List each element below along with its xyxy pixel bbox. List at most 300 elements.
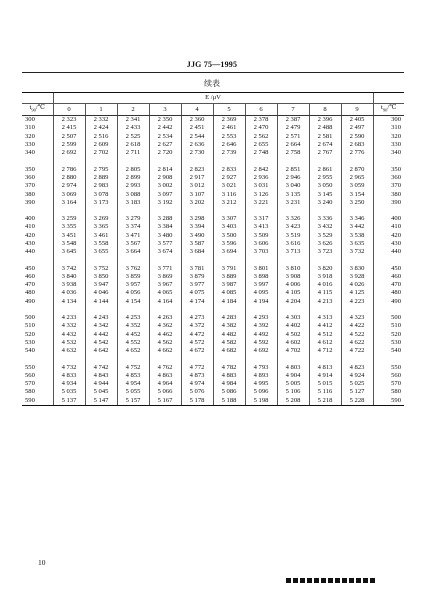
emf-value-cell: 3 635 <box>341 240 373 248</box>
emf-value-cell: 2 776 <box>341 149 373 157</box>
emf-value-cell: 2 851 <box>277 165 309 173</box>
emf-value-cell: 3 078 <box>85 190 117 198</box>
row-temp-right: 390 <box>373 199 404 207</box>
emf-value-cell: 3 957 <box>117 281 149 289</box>
emf-value-cell: 4 893 <box>245 372 277 380</box>
emf-value-cell: 3 040 <box>277 182 309 190</box>
row-temp-right: 500 <box>373 314 404 322</box>
emf-value-cell: 3 810 <box>277 264 309 272</box>
corner-cell <box>22 93 53 104</box>
emf-value-cell: 3 928 <box>341 273 373 281</box>
row-temp-right: 340 <box>373 149 404 157</box>
column-header-2: 2 <box>117 104 149 116</box>
header-rule <box>22 72 404 73</box>
emf-value-cell: 3 031 <box>245 182 277 190</box>
emf-value-cell: 4 793 <box>245 363 277 371</box>
emf-value-cell: 2 387 <box>277 116 309 125</box>
emf-value-cell: 3 231 <box>277 199 309 207</box>
column-header-8: 8 <box>309 104 341 116</box>
emf-value-cell: 2 424 <box>85 124 117 132</box>
emf-value-cell: 2 711 <box>117 149 149 157</box>
table-row <box>22 116 404 125</box>
emf-value-cell: 5 055 <box>117 388 149 396</box>
emf-value-cell: 4 833 <box>53 372 85 380</box>
row-temp-right: 460 <box>373 273 404 281</box>
emf-value-cell: 3 781 <box>181 264 213 272</box>
emf-value-cell: 4 652 <box>117 347 149 355</box>
emf-value-cell: 4 542 <box>85 339 117 347</box>
emf-value-cell: 3 250 <box>341 199 373 207</box>
emf-value-cell: 3 384 <box>149 223 181 231</box>
emf-value-cell: 3 500 <box>213 232 245 240</box>
emf-value-cell: 4 572 <box>181 339 213 347</box>
table-row <box>22 289 404 297</box>
emf-value-cell: 4 213 <box>309 298 341 306</box>
row-temp-right: 450 <box>373 264 404 272</box>
row-temp-right: 540 <box>373 347 404 355</box>
emf-value-cell: 2 451 <box>181 124 213 132</box>
emf-value-cell: 4 075 <box>181 289 213 297</box>
row-temp-right: 580 <box>373 388 404 396</box>
emf-value-cell: 3 164 <box>53 199 85 207</box>
emf-value-cell: 2 767 <box>309 149 341 157</box>
emf-value-cell: 4 323 <box>341 314 373 322</box>
emf-value-cell: 4 462 <box>149 331 181 339</box>
emf-value-cell: 2 479 <box>277 124 309 132</box>
row-temp-right: 570 <box>373 380 404 388</box>
emf-value-cell: 2 946 <box>277 174 309 182</box>
emf-value-cell: 3 567 <box>117 240 149 248</box>
emf-value-cell: 3 050 <box>309 182 341 190</box>
emf-value-cell: 2 433 <box>117 124 149 132</box>
emf-value-cell: 5 096 <box>245 388 277 396</box>
emf-value-cell: 3 097 <box>149 190 181 198</box>
emf-value-cell: 3 713 <box>277 248 309 256</box>
emf-value-cell: 3 997 <box>245 281 277 289</box>
emf-value-cell: 3 645 <box>53 248 85 256</box>
row-temp-right: 440 <box>373 248 404 256</box>
emf-value-cell: 2 618 <box>117 141 149 149</box>
emf-value-cell: 3 703 <box>245 248 277 256</box>
emf-value-cell: 4 026 <box>341 281 373 289</box>
emf-value-cell: 4 552 <box>117 339 149 347</box>
emf-value-cell: 3 987 <box>213 281 245 289</box>
table-row <box>22 223 404 231</box>
table-row <box>22 240 404 248</box>
emf-value-cell: 5 157 <box>117 397 149 406</box>
column-header-row <box>22 104 404 116</box>
column-header-0: 0 <box>53 104 85 116</box>
emf-value-cell: 3 840 <box>53 273 85 281</box>
emf-value-cell: 2 341 <box>117 116 149 125</box>
emf-value-cell: 4 672 <box>181 347 213 355</box>
row-temp-left: 430 <box>25 240 35 247</box>
row-temp-right: 320 <box>373 133 404 141</box>
emf-value-cell: 3 480 <box>149 232 181 240</box>
emf-value-cell: 2 748 <box>245 149 277 157</box>
table-row <box>22 141 404 149</box>
emf-value-cell: 4 283 <box>213 314 245 322</box>
emf-value-cell: 2 488 <box>309 124 341 132</box>
emf-value-cell: 4 823 <box>341 363 373 371</box>
emf-value-cell: 4 863 <box>149 372 181 380</box>
table-row <box>22 298 404 306</box>
emf-value-cell: 3 850 <box>85 273 117 281</box>
emf-value-cell: 4 382 <box>213 322 245 330</box>
row-temp-right: 350 <box>373 165 404 173</box>
emf-unit-label: E /μV <box>53 93 373 104</box>
emf-value-cell: 2 702 <box>85 149 117 157</box>
emf-value-cell: 2 332 <box>85 116 117 125</box>
emf-value-cell: 4 532 <box>53 339 85 347</box>
emf-value-cell: 2 655 <box>245 141 277 149</box>
emf-value-cell: 3 259 <box>53 215 85 223</box>
emf-value-cell: 5 178 <box>181 397 213 406</box>
emf-value-cell: 4 452 <box>117 331 149 339</box>
row-temp-right: 310 <box>373 124 404 132</box>
emf-value-cell: 4 253 <box>117 314 149 322</box>
emf-value-cell: 3 918 <box>309 273 341 281</box>
emf-value-cell: 3 403 <box>213 223 245 231</box>
emf-value-cell: 5 005 <box>277 380 309 388</box>
emf-value-cell: 5 198 <box>245 397 277 406</box>
row-temp-left: 490 <box>25 297 35 305</box>
emf-value-cell: 3 394 <box>181 223 213 231</box>
emf-value-cell: 5 025 <box>341 380 373 388</box>
table-row <box>22 264 404 272</box>
emf-value-cell: 3 529 <box>309 232 341 240</box>
row-temp-right: 530 <box>373 339 404 347</box>
emf-value-cell: 4 134 <box>53 298 85 306</box>
emf-value-cell: 3 298 <box>181 215 213 223</box>
emf-value-cell: 4 273 <box>181 314 213 322</box>
emf-value-cell: 3 126 <box>245 190 277 198</box>
emf-value-cell: 2 786 <box>53 165 85 173</box>
table-row <box>22 232 404 240</box>
emf-value-cell: 3 977 <box>181 281 213 289</box>
row-temp-right: 420 <box>373 232 404 240</box>
emf-value-cell: 4 883 <box>213 372 245 380</box>
emf-value-cell: 4 682 <box>213 347 245 355</box>
emf-value-cell: 3 432 <box>309 223 341 231</box>
row-temp-right: 470 <box>373 281 404 289</box>
row-temp-left: 380 <box>25 190 35 198</box>
emf-value-cell: 2 683 <box>341 141 373 149</box>
emf-value-cell: 3 451 <box>53 232 85 240</box>
row-temp-left: 420 <box>25 231 35 239</box>
row-temp-left: 590 <box>22 397 53 406</box>
emf-value-cell: 4 432 <box>53 331 85 339</box>
emf-value-cell: 4 154 <box>117 298 149 306</box>
emf-value-cell: 2 405 <box>341 116 373 125</box>
emf-value-cell: 2 415 <box>53 124 85 132</box>
emf-value-cell: 2 965 <box>341 174 373 182</box>
emf-value-cell: 4 392 <box>245 322 277 330</box>
emf-value-cell: 2 974 <box>53 182 85 190</box>
emf-value-cell: 2 664 <box>277 141 309 149</box>
emf-value-cell: 3 801 <box>245 264 277 272</box>
emf-value-cell: 4 813 <box>309 363 341 371</box>
emf-value-cell: 2 823 <box>181 165 213 173</box>
emf-value-cell: 4 184 <box>213 298 245 306</box>
emf-value-cell: 2 842 <box>245 165 277 173</box>
group-spacer <box>22 355 404 363</box>
row-temp-right: 360 <box>373 174 404 182</box>
column-header-5: 5 <box>213 104 245 116</box>
page-number: 10 <box>38 558 46 567</box>
emf-value-cell: 2 369 <box>213 116 245 125</box>
emf-value-cell: 3 490 <box>181 232 213 240</box>
row-temp-right: 400 <box>373 215 404 223</box>
column-header-6: 6 <box>245 104 277 116</box>
emf-value-cell: 2 739 <box>213 149 245 157</box>
emf-value-cell: 4 522 <box>341 331 373 339</box>
table-row <box>22 372 404 380</box>
emf-value-cell: 5 086 <box>213 388 245 396</box>
emf-value-cell: 3 288 <box>149 215 181 223</box>
emf-value-cell: 5 147 <box>85 397 117 406</box>
row-temp-left: 540 <box>25 347 35 355</box>
emf-value-cell: 4 422 <box>341 322 373 330</box>
row-temp-left: 560 <box>25 371 35 379</box>
emf-value-cell: 2 646 <box>213 141 245 149</box>
table-row <box>22 322 404 330</box>
page-header: JJG 75—1995 <box>186 60 238 69</box>
table-row <box>22 281 404 289</box>
emf-value-cell: 2 627 <box>149 141 181 149</box>
emf-value-cell: 4 056 <box>117 289 149 297</box>
table-row <box>22 182 404 190</box>
table-row <box>22 133 404 141</box>
emf-value-cell: 2 795 <box>85 165 117 173</box>
emf-value-cell: 4 263 <box>149 314 181 322</box>
emf-value-cell: 4 036 <box>53 289 85 297</box>
table-body <box>22 116 404 406</box>
registration-marks <box>286 578 375 583</box>
emf-value-cell: 5 076 <box>181 388 213 396</box>
emf-value-cell: 4 632 <box>53 347 85 355</box>
emf-value-cell: 2 833 <box>213 165 245 173</box>
emf-value-cell: 4 642 <box>85 347 117 355</box>
emf-value-cell: 5 228 <box>341 397 373 406</box>
emf-value-cell: 2 936 <box>245 174 277 182</box>
emf-value-cell: 2 758 <box>277 149 309 157</box>
emf-value-cell: 4 115 <box>309 289 341 297</box>
emf-value-cell: 3 558 <box>85 240 117 248</box>
row-temp-left: 530 <box>25 338 35 346</box>
row-temp-right: 560 <box>373 372 404 380</box>
emf-value-cell: 3 221 <box>245 199 277 207</box>
row-temp-left: 400 <box>25 215 35 223</box>
emf-value-cell: 2 889 <box>85 174 117 182</box>
emf-value-cell: 2 442 <box>149 124 181 132</box>
emf-value-cell: 4 372 <box>181 322 213 330</box>
emf-value-cell: 4 046 <box>85 289 117 297</box>
emf-value-cell: 3 317 <box>245 215 277 223</box>
emf-value-cell: 3 509 <box>245 232 277 240</box>
emf-value-cell: 3 442 <box>341 223 373 231</box>
emf-value-cell: 3 577 <box>149 240 181 248</box>
row-temp-right: 410 <box>373 223 404 231</box>
table-row <box>22 149 404 157</box>
table-row <box>22 190 404 198</box>
row-temp-left: 390 <box>25 198 35 206</box>
emf-value-cell: 4 065 <box>149 289 181 297</box>
emf-value-cell: 4 702 <box>277 347 309 355</box>
emf-value-cell: 3 461 <box>85 232 117 240</box>
emf-value-cell: 2 880 <box>53 174 85 182</box>
table-row <box>22 124 404 132</box>
emf-value-cell: 4 492 <box>245 331 277 339</box>
row-temp-right: 370 <box>373 182 404 190</box>
emf-value-cell: 4 904 <box>277 372 309 380</box>
emf-value-cell: 3 088 <box>117 190 149 198</box>
row-temp-left: 300 <box>25 116 35 124</box>
emf-value-cell: 2 516 <box>85 133 117 141</box>
emf-value-cell: 4 742 <box>85 363 117 371</box>
emf-value-cell: 3 059 <box>341 182 373 190</box>
row-temp-right: 480 <box>373 289 404 297</box>
emf-value-cell: 4 352 <box>117 322 149 330</box>
emf-value-cell: 2 599 <box>53 141 85 149</box>
row-temp-left: 310 <box>25 124 35 132</box>
emf-value-cell: 2 378 <box>245 116 277 125</box>
emf-value-cell: 4 592 <box>245 339 277 347</box>
emf-value-cell: 3 336 <box>309 215 341 223</box>
emf-value-cell: 3 212 <box>213 199 245 207</box>
row-temp-left: 370 <box>25 182 35 190</box>
row-temp-right: 490 <box>373 298 404 306</box>
emf-value-cell: 4 984 <box>213 380 245 388</box>
emf-value-cell: 2 544 <box>181 133 213 141</box>
emf-value-cell: 3 021 <box>213 182 245 190</box>
emf-value-cell: 4 562 <box>149 339 181 347</box>
row-temp-right: 520 <box>373 331 404 339</box>
emf-value-cell: 4 105 <box>277 289 309 297</box>
emf-value-cell: 3 587 <box>181 240 213 248</box>
emf-value-cell: 4 762 <box>149 363 181 371</box>
emf-value-cell: 3 423 <box>277 223 309 231</box>
emf-value-cell: 4 144 <box>85 298 117 306</box>
emf-value-cell: 3 002 <box>149 182 181 190</box>
table-row <box>22 388 404 396</box>
emf-value-cell: 2 814 <box>149 165 181 173</box>
row-temp-left: 520 <box>25 330 35 338</box>
emf-value-cell: 4 442 <box>85 331 117 339</box>
emf-value-cell: 4 612 <box>309 339 341 347</box>
emf-value-cell: 3 674 <box>149 248 181 256</box>
emf-value-cell: 3 355 <box>53 223 85 231</box>
emf-value-cell: 3 538 <box>341 232 373 240</box>
emf-value-cell: 4 602 <box>277 339 309 347</box>
emf-value-cell: 4 016 <box>309 281 341 289</box>
emf-value-cell: 3 307 <box>213 215 245 223</box>
emf-value-cell: 2 993 <box>117 182 149 190</box>
emf-value-cell: 3 889 <box>213 273 245 281</box>
emf-value-cell: 2 861 <box>309 165 341 173</box>
emf-value-cell: 3 947 <box>85 281 117 289</box>
thermocouple-emf-table <box>22 92 404 406</box>
row-temp-right: 590 <box>373 397 404 406</box>
emf-value-cell: 4 313 <box>309 314 341 322</box>
emf-header-row <box>22 93 404 104</box>
emf-value-cell: 4 303 <box>277 314 309 322</box>
emf-value-cell: 4 722 <box>341 347 373 355</box>
emf-value-cell: 2 571 <box>277 133 309 141</box>
table-row <box>22 331 404 339</box>
emf-value-cell: 3 107 <box>181 190 213 198</box>
row-temp-left: 340 <box>25 149 35 157</box>
emf-value-cell: 3 908 <box>277 273 309 281</box>
emf-value-cell: 4 342 <box>85 322 117 330</box>
table-row <box>22 363 404 371</box>
emf-value-cell: 3 135 <box>277 190 309 198</box>
emf-value-cell: 2 983 <box>85 182 117 190</box>
emf-value-cell: 5 167 <box>149 397 181 406</box>
emf-value-cell: 2 636 <box>181 141 213 149</box>
table-row <box>22 380 404 388</box>
emf-value-cell: 4 095 <box>245 289 277 297</box>
emf-value-cell: 4 223 <box>341 298 373 306</box>
emf-value-cell: 3 413 <box>245 223 277 231</box>
group-spacer <box>22 306 404 314</box>
emf-value-cell: 4 914 <box>309 372 341 380</box>
emf-value-cell: 2 350 <box>149 116 181 125</box>
temp-header-right: $t_{90}/℃$ <box>373 104 404 116</box>
emf-value-cell: 4 293 <box>245 314 277 322</box>
emf-value-cell: 3 596 <box>213 240 245 248</box>
emf-value-cell: 3 626 <box>309 240 341 248</box>
emf-value-cell: 4 944 <box>85 380 117 388</box>
emf-value-cell: 4 482 <box>213 331 245 339</box>
emf-value-cell: 5 127 <box>341 388 373 396</box>
emf-value-cell: 3 519 <box>277 232 309 240</box>
emf-value-cell: 3 820 <box>309 264 341 272</box>
emf-value-cell: 4 843 <box>85 372 117 380</box>
emf-value-cell: 4 732 <box>53 363 85 371</box>
table-row <box>22 273 404 281</box>
emf-value-cell: 2 581 <box>309 133 341 141</box>
emf-value-cell: 4 964 <box>149 380 181 388</box>
emf-value-cell: 3 938 <box>53 281 85 289</box>
row-temp-left: 550 <box>25 363 35 371</box>
row-temp-left: 330 <box>25 141 35 149</box>
table-caption: 续表 <box>204 79 220 88</box>
emf-value-cell: 3 791 <box>213 264 245 272</box>
emf-value-cell: 3 326 <box>277 215 309 223</box>
table-row <box>22 339 404 347</box>
emf-value-cell: 4 924 <box>341 372 373 380</box>
emf-value-cell: 4 233 <box>53 314 85 322</box>
emf-value-cell: 2 674 <box>309 141 341 149</box>
column-header-7: 7 <box>277 104 309 116</box>
emf-value-cell: 3 898 <box>245 273 277 281</box>
emf-value-cell: 3 752 <box>85 264 117 272</box>
emf-value-cell: 4 622 <box>341 339 373 347</box>
emf-value-cell: 4 204 <box>277 298 309 306</box>
emf-value-cell: 4 194 <box>245 298 277 306</box>
emf-value-cell: 5 208 <box>277 397 309 406</box>
emf-value-cell: 3 762 <box>117 264 149 272</box>
emf-value-cell: 2 609 <box>85 141 117 149</box>
emf-value-cell: 2 692 <box>53 149 85 157</box>
emf-value-cell: 2 534 <box>149 133 181 141</box>
temp-header-left: $t_{90}/℃$ <box>22 104 53 116</box>
emf-value-cell: 4 662 <box>149 347 181 355</box>
emf-value-cell: 4 243 <box>85 314 117 322</box>
emf-value-cell: 3 374 <box>117 223 149 231</box>
emf-value-cell: 4 712 <box>309 347 341 355</box>
